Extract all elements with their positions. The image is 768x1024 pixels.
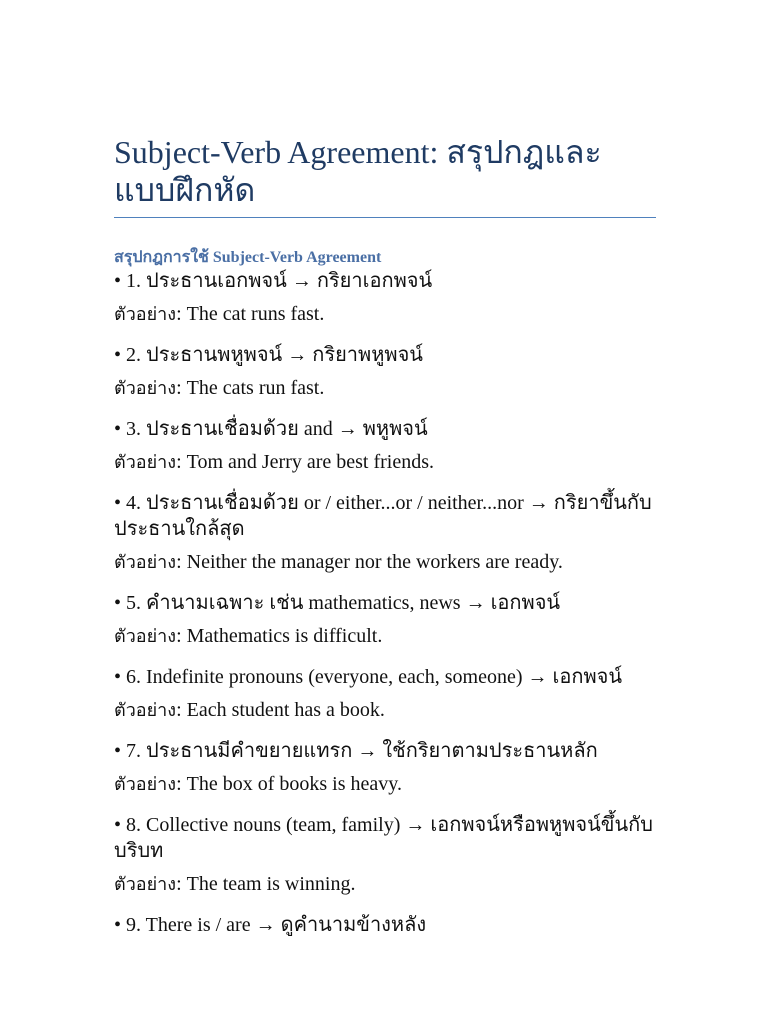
example-label: ตัวอย่าง [114, 552, 177, 573]
example-label: ตัวอย่าง [114, 626, 177, 647]
rule-text: • 4. ประธานเชื่อมด้วย or / either...or / neither...nor → กริยาขึ้นกับประธานใกล้สุด [114, 492, 652, 540]
rule-text: • 1. ประธานเอกพจน์ → กริยาเอกพจน์ [114, 270, 433, 292]
example-colon: : [176, 625, 187, 647]
rule-example [114, 301, 656, 328]
example-sentence: The team is winning. [186, 873, 356, 895]
page-title: Subject-Verb Agreement: สรุปกฎและแบบฝึกหัด [114, 134, 602, 208]
example-sentence: Tom and Jerry are best friends. [186, 451, 435, 473]
rule-item [114, 416, 656, 476]
rule-item [114, 812, 656, 898]
rule-text: • 3. ประธานเชื่อมด้วย and → พหูพจน์ [114, 418, 428, 440]
rule-text: • 5. คำนามเฉพาะ เช่น mathematics, news → เอกพจน์ [114, 592, 561, 614]
rule-text: • 8. Collective nouns (team, family) → เอกพจน์หรือพหูพจน์ขึ้นกับบริบท [114, 814, 653, 862]
rule-example [114, 449, 656, 476]
example-label: ตัวอย่าง [114, 700, 177, 721]
title-divider [114, 217, 656, 218]
example-colon: : [176, 377, 187, 399]
example-sentence: Each student has a book. [186, 699, 385, 721]
example-label: ตัวอย่าง [114, 874, 177, 895]
example-sentence: The cat runs fast. [186, 303, 325, 325]
rule-item [114, 664, 656, 724]
example-colon: : [176, 303, 187, 325]
rules-list [114, 268, 656, 938]
example-colon: : [176, 773, 187, 795]
rule-item [114, 342, 656, 402]
rule-text: • 2. ประธานพหูพจน์ → กริยาพหูพจน์ [114, 344, 423, 366]
example-sentence: The cats run fast. [186, 377, 325, 399]
document-page [114, 133, 656, 938]
example-label: ตัวอย่าง [114, 304, 177, 325]
rule-item [114, 912, 656, 938]
example-sentence: Mathematics is difficult. [186, 625, 383, 647]
rule-item [114, 590, 656, 650]
rule-item [114, 490, 656, 576]
example-label: ตัวอย่าง [114, 452, 177, 473]
rule-example [114, 871, 656, 898]
example-label: ตัวอย่าง [114, 378, 177, 399]
rule-text: • 9. There is / are → ดูคำนามข้างหลัง [114, 914, 427, 936]
section-subheading: สรุปกฎการใช้ Subject-Verb Agreement [114, 249, 382, 266]
example-sentence: Neither the manager nor the workers are ready. [186, 551, 563, 573]
rule-example [114, 623, 656, 650]
rule-item [114, 268, 656, 328]
rule-example [114, 375, 656, 402]
rule-text: • 7. ประธานมีคำขยายแทรก → ใช้กริยาตามประธานหลัก [114, 740, 598, 762]
rule-example [114, 697, 656, 724]
rule-example [114, 549, 656, 576]
example-colon: : [176, 873, 187, 895]
example-colon: : [176, 551, 187, 573]
rule-text: • 6. Indefinite pronouns (everyone, each, someone) → เอกพจน์ [114, 666, 623, 688]
example-label: ตัวอย่าง [114, 774, 177, 795]
example-colon: : [176, 451, 187, 473]
example-sentence: The box of books is heavy. [186, 773, 402, 795]
rule-item [114, 738, 656, 798]
example-colon: : [176, 699, 187, 721]
rule-example [114, 771, 656, 798]
